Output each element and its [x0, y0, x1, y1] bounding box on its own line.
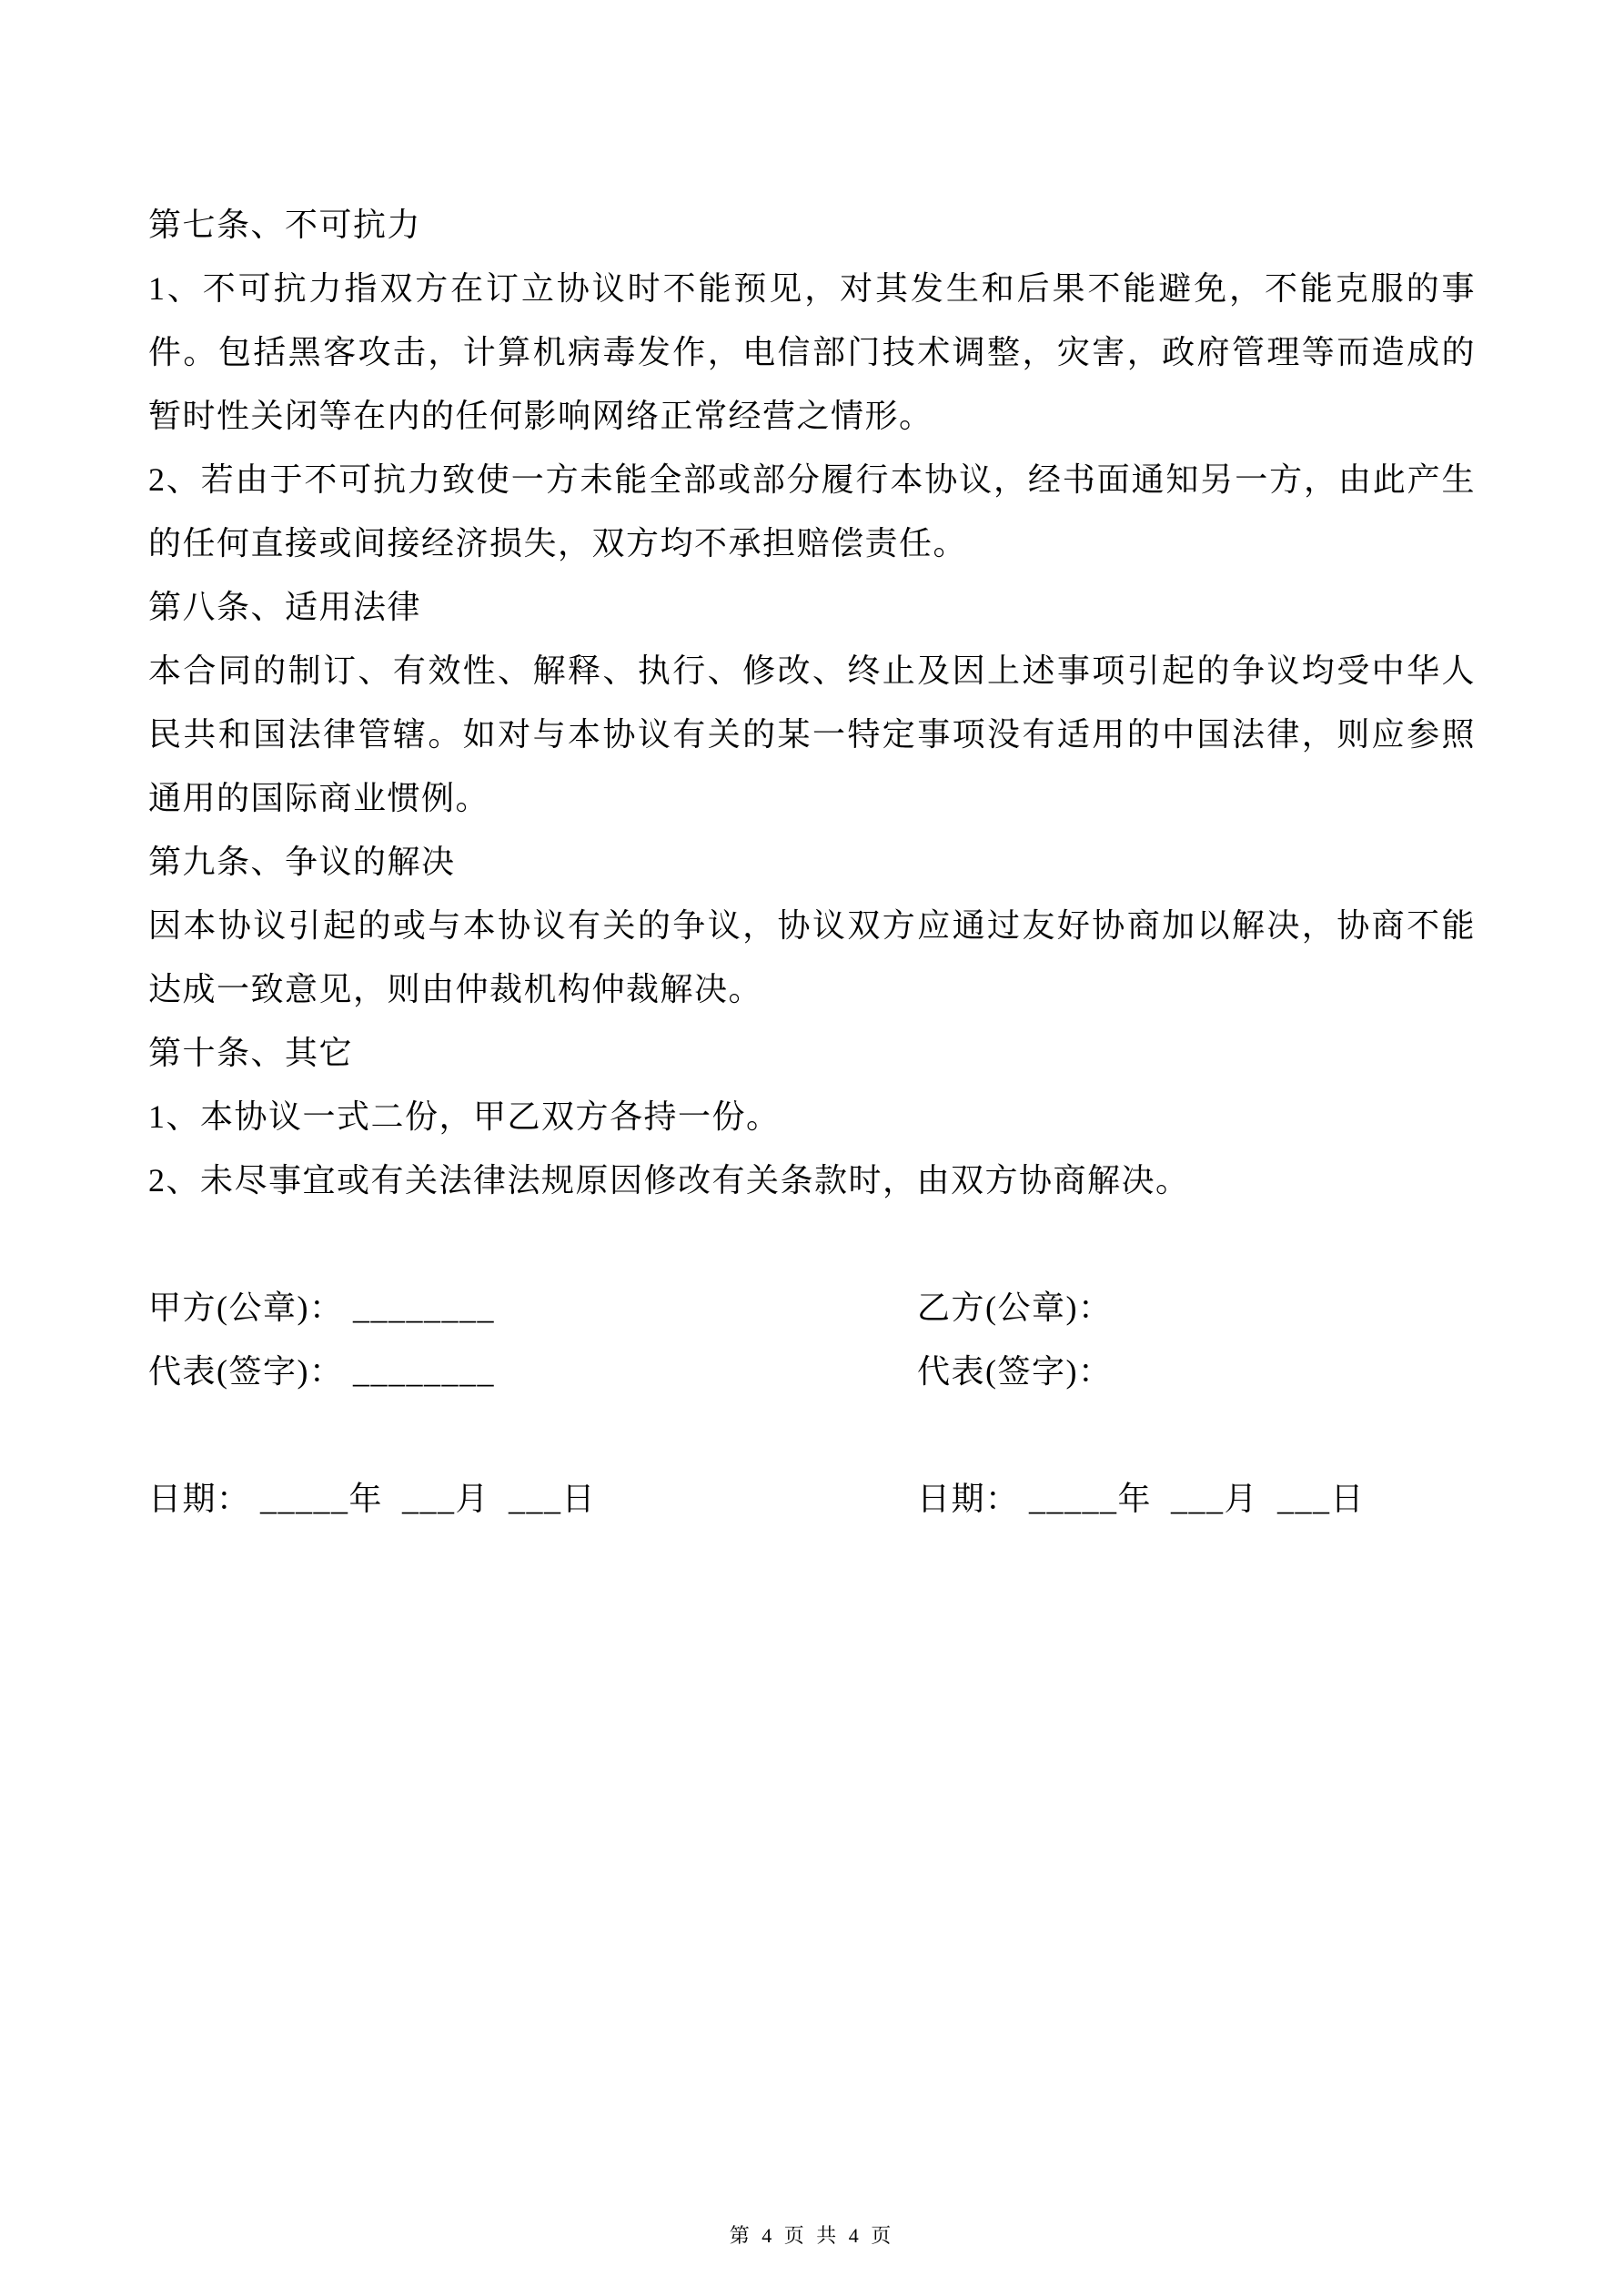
seal-row — [148, 1276, 1476, 1340]
article-8-body: 本合同的制订、有效性、解释、执行、修改、终止及因上述事项引起的争议均受中华人民共和国法律管辖。如对与本协议有关的某一特定事项没有适用的中国法律，则应参照通用的国际商业惯例。 — [148, 652, 1476, 816]
article-7-heading: 第七条、不可抗力 — [148, 207, 422, 243]
party-b-representative-label: 代表(签字)： — [917, 1353, 1113, 1390]
article-10-heading: 第十条、其它 — [148, 1035, 354, 1071]
article-7-clause-1: 1、不可抗力指双方在订立协议时不能预见，对其发生和后果不能避免，不能克服的事件。包括黑客攻击，计算机病毒发作，电信部门技术调整，灾害，政府管理等而造成的暂时性关闭等在内的任何影响网络正常经营之情形。 — [148, 270, 1476, 434]
spacer — [148, 1403, 1476, 1467]
article-10-clause-2: 2、未尽事宜或有关法律法规原因修改有关条款时，由双方协商解决。 — [148, 1162, 1190, 1199]
party-b-date-label: 日期： _____年 ___月 ___日 — [917, 1481, 1366, 1517]
representative-row — [148, 1340, 1476, 1403]
page-number: 第 4 页 共 4 页 — [729, 2224, 895, 2247]
date-row — [148, 1467, 1476, 1531]
party-a-representative-label: 代表(签字)： ________ — [148, 1353, 495, 1390]
contract-body — [148, 193, 1476, 1531]
article-8-heading: 第八条、适用法律 — [148, 589, 422, 625]
article-9-body: 因本协议引起的或与本协议有关的争议，协议双方应通过友好协商加以解决，协商不能达成一致意见，则由仲裁机构仲裁解决。 — [148, 907, 1476, 1007]
party-b-seal-label: 乙方(公章)： — [917, 1290, 1113, 1326]
article-10-clause-1: 1、本协议一式二份，甲乙双方各持一份。 — [148, 1098, 781, 1135]
party-a-seal-label: 甲方(公章)： ________ — [148, 1290, 495, 1326]
party-a-date-label: 日期： _____年 ___月 ___日 — [148, 1481, 597, 1517]
spacer — [148, 1212, 1476, 1276]
article-7-clause-2: 2、若由于不可抗力致使一方未能全部或部分履行本协议，经书面通知另一方，由此产生的任何直接或间接经济损失，双方均不承担赔偿责任。 — [148, 461, 1476, 561]
article-9-heading: 第九条、争议的解决 — [148, 844, 456, 880]
